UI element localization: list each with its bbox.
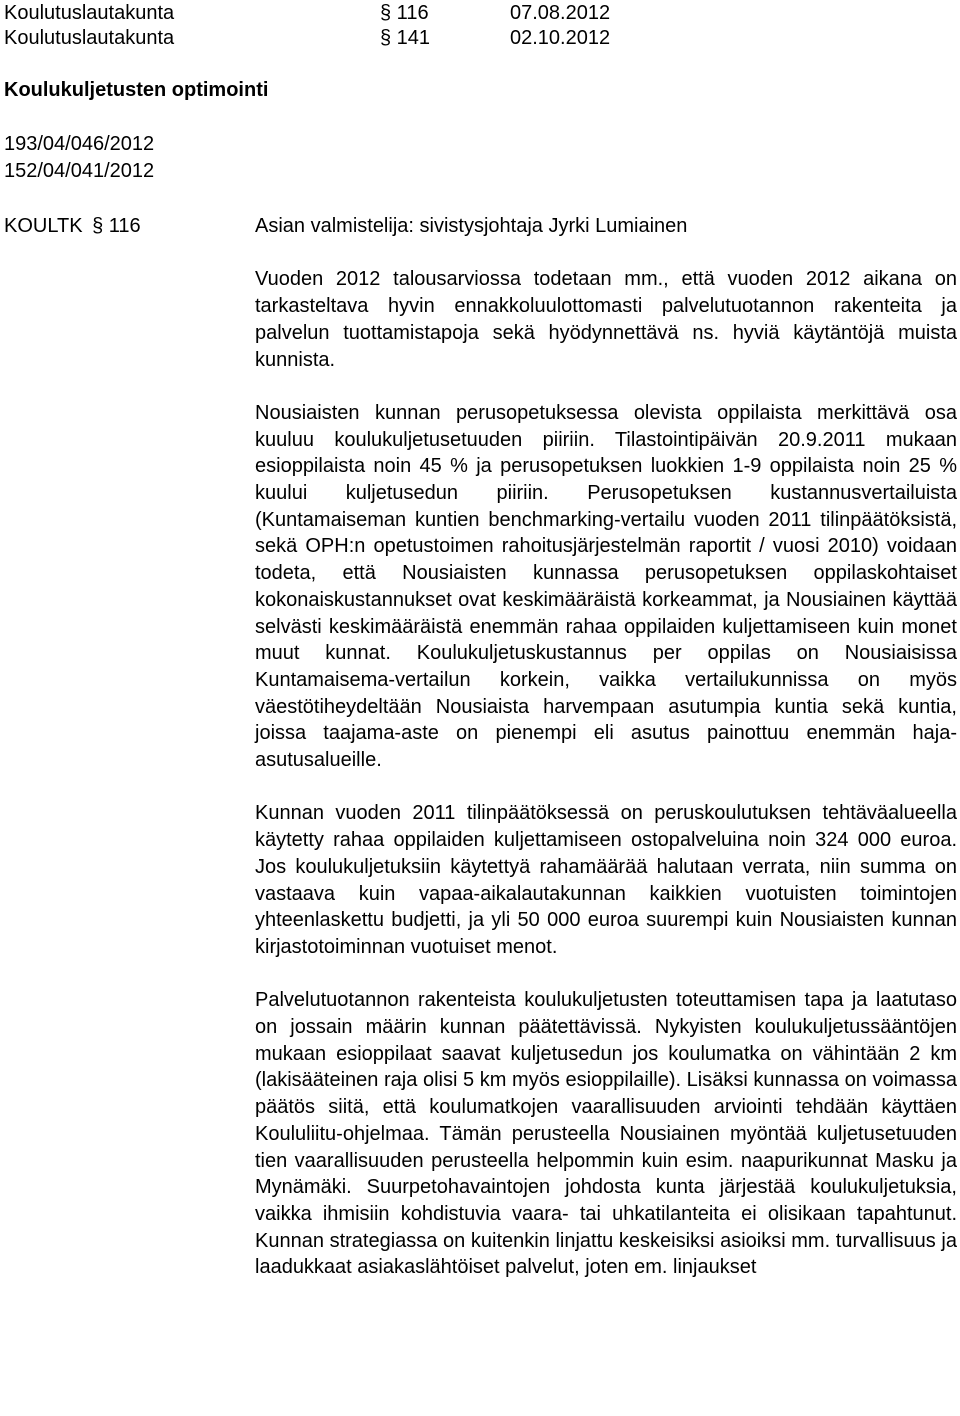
section-code: KOULTK	[4, 215, 83, 237]
body-paragraph: Nousiaisten kunnan perusopetuksessa olevista oppilaista merkittävä osa kuuluu koulukuljetusetuuden piiriin. Tilastointipäivän 20.9.2011 mukaan esioppilaista noin 45 % ja perusopetuksen luokkien 1-9 oppilaista noin 25 % kuului kuljetusedun piiriin. Perusopetuksen kustannusvertailuista (Kuntamaiseman kuntien benchmarking-vertailu vuoden 2011 tilinpäätöksistä, sekä OPH:n opetustoimen rahoitusjärjestelmän raportit / vuosi 2010) voidaan todeta, että Nousiaisten kunnassa perusopetuksen oppilaskohtaiset kokonaiskustannukset ovat keskimääräistä korkeammat, ja Nousiainen käyttää selvästi keskimääräistä enemmän rahaa oppilaiden kuljettamiseen kuin monet muut kunnat. Koulukuljetuskustannus per oppilas on Nousiaisissa Kuntamaisema-vertailun korkein, vaikka vertailukunnissa on myös väestötiheydeltään Nousiaista harvempaan asutumpia kuntia sekä kuntia, joissa taajama-aste on pienempi eli asutus painottuu enemmän haja-asutusalueille.	[255, 401, 957, 772]
section-label	[4, 213, 141, 239]
body-text	[255, 213, 957, 1308]
header-paragraph-number: § 116	[380, 2, 429, 24]
body-paragraph: Vuoden 2012 talousarviossa todetaan mm., että vuoden 2012 aikana on tarkasteltava hyvin ennakkoluulottomasti palvelutuotannon rakenteita ja palvelun tuottamistapoja sekä hyödynnettävä ns. hyviä käytäntöjä muista kunnista.	[255, 268, 957, 371]
preparer-line: Asian valmistelija: sivistysjohtaja Jyrki Lumiainen	[255, 215, 688, 237]
body-paragraph: Kunnan vuoden 2011 tilinpäätöksessä on peruskoulutuksen tehtäväalueella käytetty rahaa oppilaiden kuljettamiseen ostopalveluina noin 324 000 euroa. Jos koulukuljetuksiin käytettyä rahamäärää halutaan verrata, niin summa on vastaava kuin vapaa-aikalautakunnan kaikkien vuotuisten toimintojen yhteenlaskettu budjetti, ja yli 50 000 euroa suurempi kuin Nousiaisten kunnan kirjastotoiminnan vuotuiset menot.	[255, 802, 957, 958]
header-date: 02.10.2012	[510, 27, 611, 49]
reference-number: 193/04/046/2012	[4, 133, 155, 155]
section-number: § 116	[92, 215, 141, 237]
document-title: Koulukuljetusten optimointi	[4, 79, 269, 101]
body-paragraph: Palvelutuotannon rakenteista koulukuljetusten toteuttamisen tapa ja laatutaso on jossain määrin kunnan päätettävissä. Nykyisten koulukuljetussääntöjen mukaan esioppilaat saavat kuljetusedun jos koulumatka on vähintään 2 km (lakisääteinen raja olisi 5 km myös esioppilaille). Lisäksi kunnassa on voimassa päätös siitä, että koulumatkojen vaarallisuuden arviointi tehdään käyttäen Koululiitu-ohjelmaa. Tämän perusteella Nousiainen myöntää kuljetusetuuden tien vaarallisuuden perusteella helpommin kuin esim. naapurikunnat Masku ja Mynämäki. Suurpetohavaintojen johdosta kunta järjestää koulukuljetuksia, vaikka ihmisiin kohdistuvia vaara- tai uhkatilanteita ei olisikaan tapahtunut. Kunnan strategiassa on kuitenkin linjattu keskeisiksi asioiksi mm. turvallisuus ja laadukkaat asiakaslähtöiset palvelut, joten em. linjaukset	[255, 989, 957, 1279]
header-committee-name: Koulutuslautakunta	[4, 2, 175, 24]
reference-number: 152/04/041/2012	[4, 159, 155, 182]
header-date: 07.08.2012	[510, 2, 611, 24]
header-paragraph-number: § 141	[380, 27, 431, 49]
header-committee-name: Koulutuslautakunta	[4, 27, 175, 49]
reference-numbers	[4, 131, 154, 184]
